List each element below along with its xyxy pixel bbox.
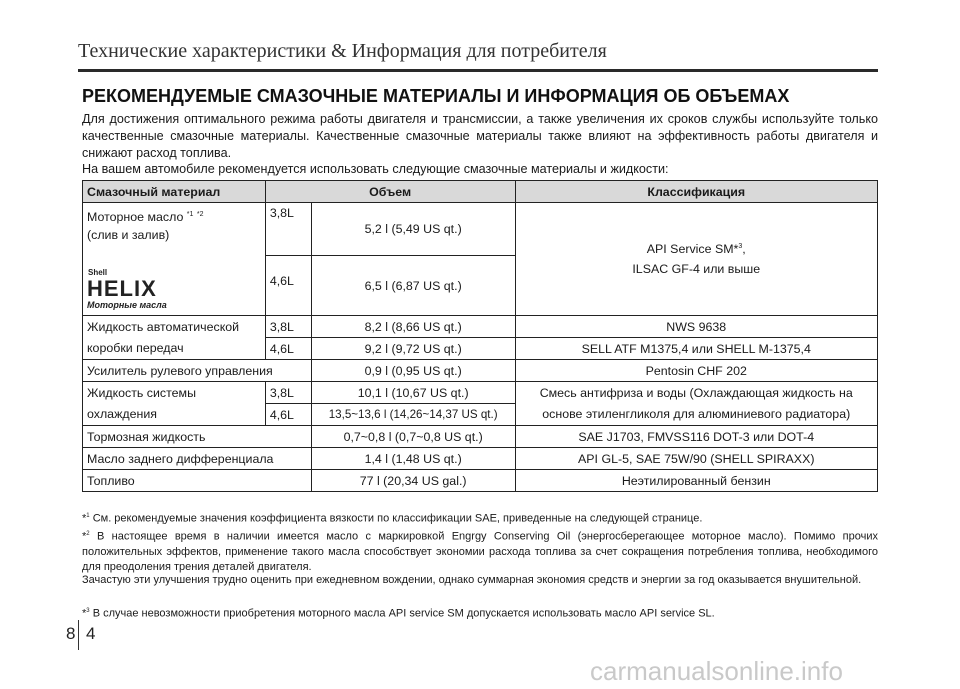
brake-volume: 0,7~0,8 l (0,7~0,8 US qt.) [311,426,515,448]
footnote-3: *$^3$ В случае невозможности приобретения моторного масла API service SM допускается использовать масло API service SL. [82,607,715,620]
col-header-volume: Объем [265,181,515,203]
lubricants-table [82,180,878,492]
atf-engine-2: 4,6L [265,338,311,360]
logo-x-mark [159,278,171,296]
table-row [83,426,878,448]
footnote-2-mark: 2 [86,531,90,537]
page-number: 4 [86,624,96,643]
api-spec: API Service SM* [646,242,739,256]
footnote-1: *$^1$ См. рекомендуемые значения коэффициента вязкости по классификации SAE, приведенные на следующей странице. [82,512,703,525]
power-steering-label: Усилитель рулевого управления [83,360,312,382]
atf-volume-2: 9,2 l (9,72 US qt.) [311,338,515,360]
engine-oil-cell [83,203,266,316]
shell-helix-logo [87,266,187,310]
col-header-material: Смазочный материал [83,181,266,203]
watermark: carmanualsonline.info [590,656,843,686]
footnote-1-text: См. рекомендуемые значения коэффициента вязкости по классификации SAE, приведенные на следующей странице. [92,512,703,525]
logo-brand: Shell [88,268,108,278]
intro-paragraph: Для достижения оптимального режима работы двигателя и трансмиссии, а также увеличения их сроков службы используйте только качественные смазочные материалы. Качественные смазочные материалы также влияют на эффективность работы двигателя и снижают расход топлива. [82,112,878,160]
brake-label: Тормозная жидкость [83,426,312,448]
atf-class-1: NWS 9638 [515,316,878,338]
fuel-label: Топливо [83,470,312,492]
engine-oil-engine-2: 4,6L [265,256,311,316]
fuel-volume: 77 l (20,34 US gal.) [311,470,515,492]
page-number-section: 8 [66,624,76,643]
api-spec-end: , [742,242,746,256]
section-title: РЕКОМЕНДУЕМЫЕ СМАЗОЧНЫЕ МАТЕРИАЛЫ И ИНФОРМАЦИЯ ОБ ОБЪЕМАХ [82,86,790,106]
coolant-class-1: Смесь антифриза и воды (Охлаждающая жидкость на [515,382,878,404]
table-row [83,404,878,426]
atf-label-2: коробки передач [83,338,266,360]
engine-oil-volume-2: 6,5 l (6,87 US qt.) [311,256,515,316]
table-row [83,316,878,338]
ref-mark-1: *1 [186,211,194,218]
table-row [83,203,878,256]
page-number-divider [78,620,79,650]
power-steering-class: Pentosin CHF 202 [515,360,878,382]
table-row [83,448,878,470]
atf-label-1: Жидкость автоматической [83,316,266,338]
footnote-2: *$^2$ В настоящее время в наличии имеется масло с маркировкой Engrgy Conserving Oil (энергосберегающее моторное масло). Помимо прочих положительных эффектов, применение такого масла способствует экономии расхода топлива за счет сокращения потребления топлива, необходимого для преодоления трения деталей двигателя. [82,530,878,573]
footnote-3-mark: 3 [86,608,90,614]
power-steering-volume: 0,9 l (0,95 US qt.) [311,360,515,382]
footnote-3-text: В случае невозможности приобретения моторного масла API service SM допускается использовать масло API service SL. [92,607,715,620]
brake-class: SAE J1703, FMVSS116 DOT-3 или DOT-4 [515,426,878,448]
page-header-title: Технические характеристики & Информация для потребителя [78,40,607,62]
table-row [83,382,878,404]
footnote-2-text: В настоящее время в наличии имеется масло с маркировкой Engrgy Conserving Oil (энергосберегающее моторное масло). Помимо прочих положительных эффектов, применение такого масла способствует экономии расхода топлива за счет сокращения потребления топлива, необходимого для преодоления трения деталей двигателя. [82,530,878,573]
table-row [83,470,878,492]
coolant-volume-2: 13,5~13,6 l (14,26~14,37 US qt.) [311,404,515,426]
rear-diff-volume: 1,4 l (1,48 US qt.) [311,448,515,470]
engine-oil-engine-1: 3,8L [265,203,311,256]
logo-tagline: Моторные масла [87,300,167,311]
atf-class-2: SELL ATF M1375,4 или SHELL M-1375,4 [515,338,878,360]
coolant-class-2: основе этиленгликоля для алюминиевого радиатора) [515,404,878,426]
rear-diff-label: Масло заднего дифференциала [83,448,312,470]
footnote-2b: Зачастую эти улучшения трудно оценить при ежедневном вождении, однако суммарная экономия средств и энергии за год оказывается внушительной. [82,574,862,586]
engine-oil-sub: (слив и залив) [87,228,170,243]
table-row [83,338,878,360]
engine-oil-label: Моторное масло [87,210,184,225]
coolant-label-1: Жидкость системы [83,382,266,404]
intro-recommendation: На вашем автомобиле рекомендуется использовать следующие смазочные материалы и жидкости: [82,162,669,176]
coolant-label-2: охлаждения [83,404,266,426]
engine-oil-classification [515,203,878,316]
table-row [83,360,878,382]
atf-volume-1: 8,2 l (8,66 US qt.) [311,316,515,338]
coolant-engine-2: 4,6L [265,404,311,426]
coolant-engine-1: 3,8L [265,382,311,404]
header-divider [78,69,878,72]
ref-mark-3: 3 [738,242,743,250]
atf-engine-1: 3,8L [265,316,311,338]
rear-diff-class: API GL-5, SAE 75W/90 (SHELL SPIRAXX) [515,448,878,470]
ilsac-spec: ILSAC GF-4 или выше [632,262,761,276]
engine-oil-volume-1: 5,2 l (5,49 US qt.) [311,203,515,256]
col-header-classification: Классификация [515,181,878,203]
coolant-volume-1: 10,1 l (10,67 US qt.) [311,382,515,404]
ref-mark-2: *2 [196,211,204,218]
footnote-1-mark: 1 [86,513,90,519]
table-header-row [83,181,878,203]
logo-name: HELIX [87,276,157,302]
fuel-class: Неэтилированный бензин [515,470,878,492]
